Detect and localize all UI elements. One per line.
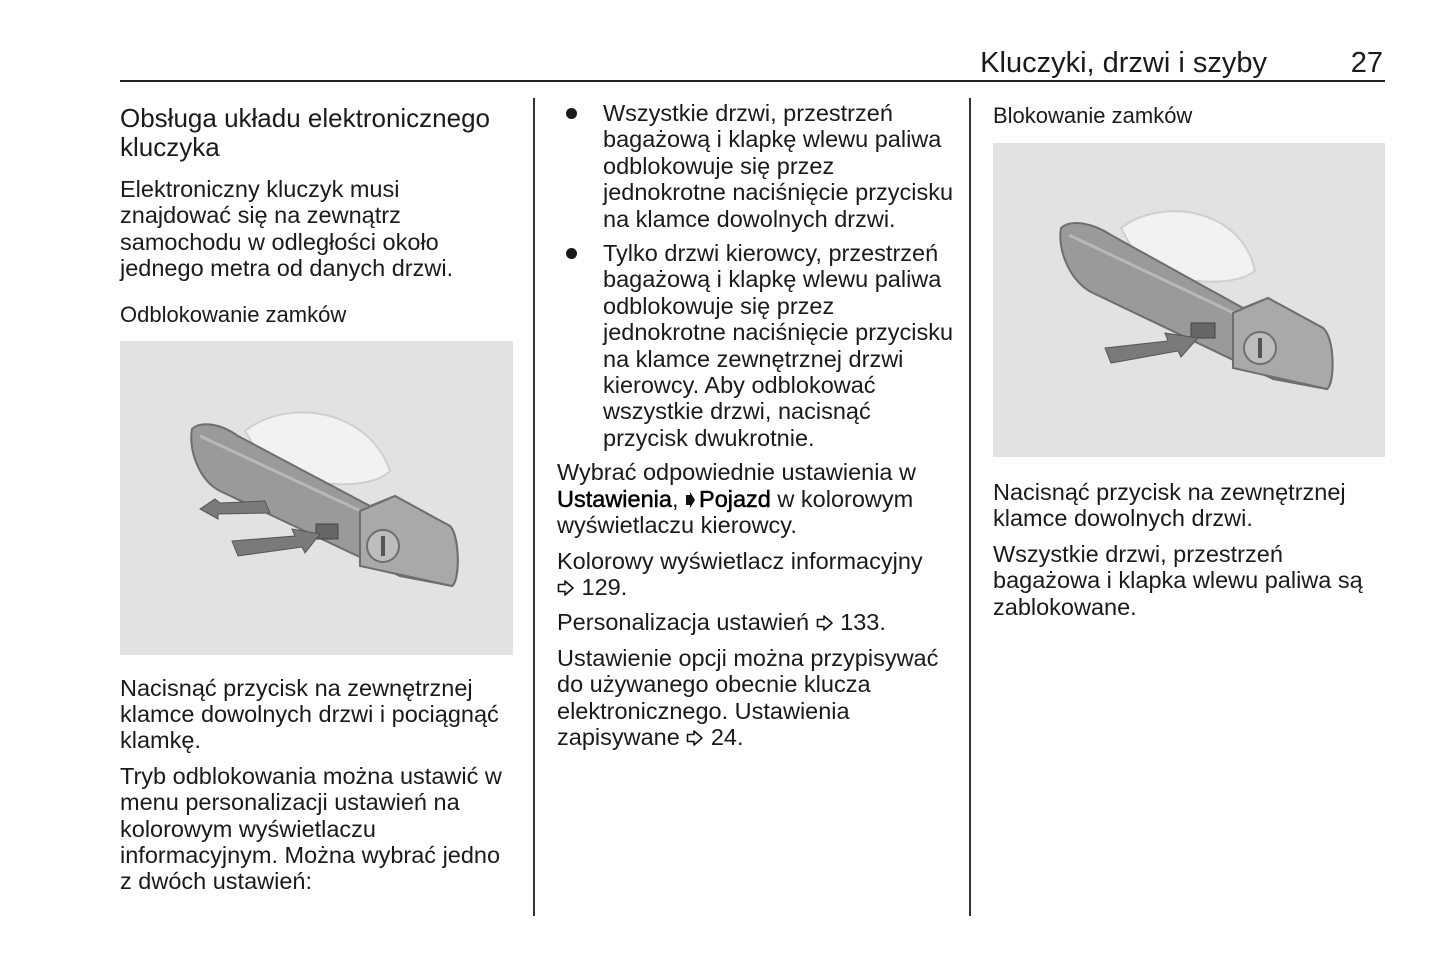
running-header xyxy=(120,44,1385,82)
reference-line xyxy=(557,548,957,601)
reference-page[interactable]: 133. xyxy=(840,609,886,636)
subheading-lock: Blokowanie zamków xyxy=(993,103,1193,128)
key-assignment-paragraph xyxy=(557,645,957,751)
list-item xyxy=(557,240,957,451)
lock-result: Wszystkie drzwi, przestrzeń bagażowa i klapka wlewu paliwa są zablokowane. xyxy=(993,540,1363,620)
list-item-text: Wszystkie drzwi, przestrzeń bagażową i klapkę wlewu paliwa odblokowuje się przez jednokrotne naciśnięcie przycisku na klamce dowolnych drzwi. xyxy=(603,100,954,232)
unlock-options-list xyxy=(557,100,957,451)
page-number: 27 xyxy=(1350,47,1383,79)
unlock-instruction: Nacisnąć przycisk na zewnętrznej klamce dowolnych drzwi i pociągnąć klamkę. xyxy=(120,674,499,754)
page-reference-icon xyxy=(686,729,704,747)
column-2 xyxy=(557,100,957,759)
key-assignment-text: Ustawienie opcji można przypisywać do używanego obecnie klucza elektronicznego. Ustawienia zapisywane xyxy=(557,644,939,750)
subheading-unlock: Odblokowanie zamków xyxy=(120,301,347,327)
section-heading: Obsługa układu elektronicznego kluczyka xyxy=(120,103,491,162)
door-handle-lock-image xyxy=(993,143,1385,457)
page-reference-icon xyxy=(557,579,575,597)
lock-instruction: Nacisnąć przycisk na zewnętrznej klamce dowolnych drzwi. xyxy=(993,479,1346,532)
column-1 xyxy=(120,100,515,904)
list-item xyxy=(557,100,957,232)
menu-path-settings: Ustawienia xyxy=(557,485,672,512)
menu-separator: , xyxy=(671,485,679,512)
section-title: Kluczyki, drzwi i szyby xyxy=(980,47,1267,79)
bullet-icon xyxy=(566,248,577,259)
settings-paragraph xyxy=(557,459,957,538)
lock-figure xyxy=(993,143,1385,457)
menu-path-vehicle: Pojazd xyxy=(699,485,771,512)
page-reference-icon xyxy=(816,614,834,632)
unlock-figure xyxy=(120,341,513,655)
intro-paragraph: Elektroniczny kluczyk musi znajdować się na zewnątrz samochodu w odległości około jednego metra od danych drzwi. xyxy=(120,176,454,282)
settings-text-post: w kolorowym wyświetlaczu kierowcy. xyxy=(557,485,914,539)
reference-page[interactable]: 129. xyxy=(581,573,628,600)
column-divider xyxy=(533,98,535,916)
reference-text: Kolorowy wyświetlacz informacyjny xyxy=(557,547,923,574)
door-handle-unlock-image xyxy=(120,341,513,655)
bullet-icon xyxy=(566,108,577,119)
reference-text: Personalizacja ustawień xyxy=(557,609,810,636)
reference-line xyxy=(557,609,957,635)
unlock-mode-paragraph: Tryb odblokowania można ustawić w menu personalizacji ustawień na kolorowym wyświetlaczu informacyjnym. Można wybrać jedno z dwóch ustawień: xyxy=(120,762,502,895)
settings-text-pre: Wybrać odpowiednie ustawienia w xyxy=(557,459,917,486)
list-item-text: Tylko drzwi kierowcy, przestrzeń bagażową i klapkę wlewu paliwa odblokowuje się przez jednokrotne naciśnięcie przycisku na klamce zewnętrznej drzwi kierowcy. Aby odblokować wszystkie drzwi, nacisnąć przycisk dwukrotnie. xyxy=(603,240,954,451)
arrow-right-icon xyxy=(685,492,695,508)
reference-page[interactable]: 24. xyxy=(710,723,744,750)
column-divider xyxy=(969,98,971,916)
column-3 xyxy=(993,100,1388,629)
